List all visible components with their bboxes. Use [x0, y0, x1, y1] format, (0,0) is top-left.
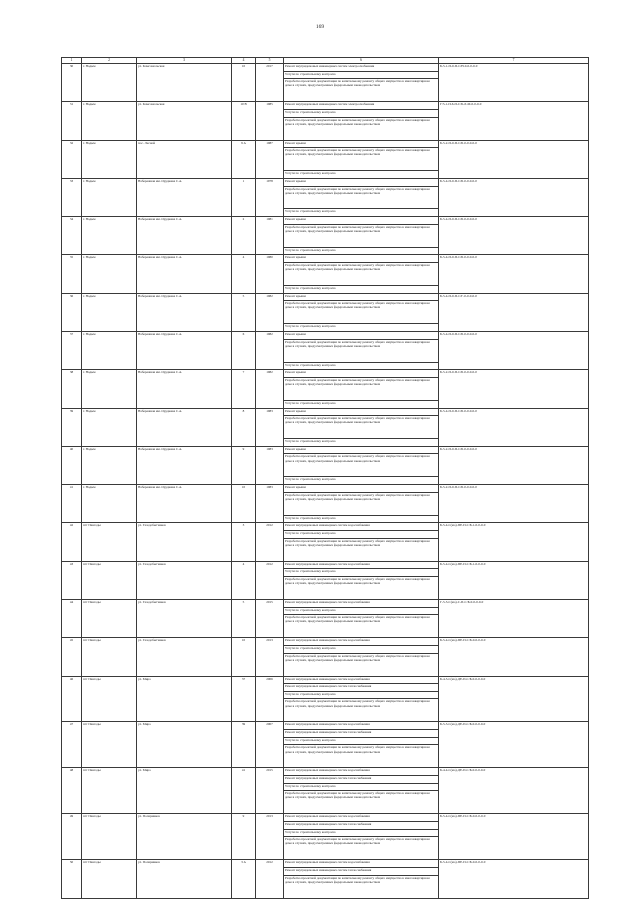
record-year: 2017 — [256, 64, 284, 102]
record-street: Набережная им. Оруджева С.А. — [137, 217, 232, 255]
record-work-item: Ремонт крыши — [284, 408, 439, 416]
record-settlement: пгт Пангоды — [82, 599, 137, 637]
record-work-item: Разработка проектной документации по капитальному ремонту общего имущества в многоквартирном доме в случаях, предусмотренных федеральным законодательством — [284, 263, 439, 286]
record-work-item: Ремонт крыши — [284, 255, 439, 263]
record-street: ул. Полярников — [137, 814, 232, 860]
column-number: 2 — [82, 58, 137, 64]
record-street: ул. Мира — [137, 722, 232, 768]
record-street: Набережная им. Оруджева С.А. — [137, 293, 232, 331]
record-code: Б-4-4-С(мо)-ДЕ-П-С/Б-0-0-0-0-0 — [439, 768, 589, 814]
record-work-item: Услуги по строительному контролю — [284, 362, 439, 370]
record-settlement: г. Надым — [82, 485, 137, 523]
record-work-item: Разработка проектной документации по капитальному ремонту общего имущества в многоквартирном доме в случаях, предусмотренных федеральным законодательством — [284, 837, 439, 860]
record-work-item: Ремонт внутридомовых инженерных систем водоснабжения — [284, 599, 439, 607]
record-work-item: Ремонт внутридомовых инженерных систем водоснабжения — [284, 814, 439, 822]
record-year: 2012 — [256, 523, 284, 561]
record-street: Набережная им. Оруджева С.А. — [137, 370, 232, 408]
record-settlement: г. Надым — [82, 140, 137, 178]
record-code: Б-5-3-С(мо)-ДЕ-П-С/Б-0-0-0-0-0 — [439, 722, 589, 768]
record-number: 40 — [62, 446, 82, 484]
record-settlement: г. Надым — [82, 64, 137, 102]
record-work-item: Разработка проектной документации по капитальному ремонту общего имущества в многоквартирном доме в случаях, предусмотренных федеральным законодательством — [284, 615, 439, 638]
column-number: 5 — [256, 58, 284, 64]
record-work-item: Разработка проектной документации по капитальному ремонту общего имущества в многоквартирном доме в случаях, предусмотренных федеральным законодательством — [284, 699, 439, 722]
record-year: 1980 — [256, 255, 284, 293]
record-work-item: Услуги по строительному контролю — [284, 531, 439, 539]
table-row — [62, 140, 589, 148]
record-work-item: Ремонт внутридомовых инженерных систем теплоснабжения — [284, 867, 439, 875]
record-number: 44 — [62, 599, 82, 637]
record-number: 37 — [62, 331, 82, 369]
record-number: 34 — [62, 217, 82, 255]
record-work-item: Ремонт крыши — [284, 140, 439, 148]
record-code: Б-4-3-С(мо)-ДЕ-П-С/Б-0-0-0-0-0 — [439, 676, 589, 722]
record-work-item: Ремонт крыши — [284, 217, 439, 225]
record-work-item: Разработка проектной документации по капитальному ремонту общего имущества в многоквартирном доме в случаях, предусмотренных федеральным законодательством — [284, 538, 439, 561]
record-building: 10 — [232, 64, 256, 102]
column-number: 1 — [62, 58, 82, 64]
record-number: 49 — [62, 814, 82, 860]
record-work-item: Ремонт внутридомовых инженерных систем водоснабжения — [284, 676, 439, 684]
record-street: Набережная им. Оруджева С.А. — [137, 408, 232, 446]
record-settlement: г. Надым — [82, 446, 137, 484]
record-building: 9 — [232, 446, 256, 484]
record-code: Г-5-3-С(мо)-С-П-С/Б-0-0-0-0-0 — [439, 599, 589, 637]
table-row — [62, 768, 589, 776]
record-year: 1982 — [256, 293, 284, 331]
table-row — [62, 523, 589, 531]
record-work-item: Услуги по строительному контролю — [284, 515, 439, 523]
record-code: Б-5-4-С(мо)-ПЕ-П-С/Б-0-0-0-0-0 — [439, 638, 589, 676]
record-number: 30 — [62, 64, 82, 102]
record-work-item: Разработка проектной документации по капитальному ремонту общего имущества в многоквартирном доме в случаях, предусмотренных федеральным законодательством — [284, 454, 439, 477]
record-building: 6 — [232, 331, 256, 369]
record-street: пос. Лесной — [137, 140, 232, 178]
record-work-item: Разработка проектной документации по капитальному ремонту общего имущества в многоквартирном доме в случаях, предусмотренных федеральным законодательством — [284, 186, 439, 209]
record-street: Набережная им. Оруджева С.А. — [137, 255, 232, 293]
record-year: 2012 — [256, 561, 284, 599]
record-work-item: Ремонт внутридомовых инженерных систем теплоснабжения — [284, 684, 439, 692]
record-code: Б-5-4-П-0-П-С/Г-0-0-0-0-0 — [439, 293, 589, 331]
record-building: 4 — [232, 255, 256, 293]
record-code: Б-5-4-С(мо)-ПЕ-П-С/Б-0-0-0-0-0 — [439, 860, 589, 898]
page-number: 169 — [315, 24, 325, 30]
table-row — [62, 860, 589, 868]
table-row — [62, 255, 589, 263]
table-row — [62, 485, 589, 493]
record-settlement: пгт Пангоды — [82, 814, 137, 860]
column-number: 4 — [232, 58, 256, 64]
record-settlement: пгт Пангоды — [82, 722, 137, 768]
record-work-item: Разработка проектной документации по капитальному ремонту общего имущества в многоквартирном доме в случаях, предусмотренных федеральным законодательством — [284, 492, 439, 515]
record-work-item: Ремонт крыши — [284, 370, 439, 378]
record-work-item: Услуги по строительному контролю — [284, 71, 439, 79]
record-work-item: Разработка проектной документации по капитальному ремонту общего имущества в многоквартирном доме в случаях, предусмотренных федеральным законодательством — [284, 653, 439, 676]
column-number: 7 — [439, 58, 589, 64]
record-code: Б-5-2-П-0-П-С/Б-0-0-0-0-0 — [439, 485, 589, 523]
record-settlement: г. Надым — [82, 217, 137, 255]
record-work-item: Разработка проектной документации по капитальному ремонту общего имущества в многоквартирном доме в случаях, предусмотренных федеральным законодательством — [284, 875, 439, 898]
record-number: 31 — [62, 102, 82, 140]
record-number: 32 — [62, 140, 82, 178]
table-row — [62, 102, 589, 110]
record-number: 36 — [62, 293, 82, 331]
record-street: ул. Газодобытчиков — [137, 523, 232, 561]
record-work-item: Ремонт крыши — [284, 178, 439, 186]
record-year: 2013 — [256, 638, 284, 676]
record-building: 10 — [232, 638, 256, 676]
record-building: 8 — [232, 408, 256, 446]
record-work-item: Услуги по строительному контролю — [284, 607, 439, 615]
record-number: 46 — [62, 676, 82, 722]
record-settlement: пгт Пангоды — [82, 638, 137, 676]
record-building: 5 — [232, 293, 256, 331]
record-work-item: Разработка проектной документации по капитальному ремонту общего имущества в многоквартирном доме в случаях, предусмотренных федеральным законодательством — [284, 416, 439, 439]
record-year: 2015 — [256, 768, 284, 814]
record-settlement: пгт Пангоды — [82, 768, 137, 814]
record-work-item: Услуги по строительному контролю — [284, 247, 439, 255]
record-street: ул. Комсомольская — [137, 64, 232, 102]
record-building: 37 — [232, 676, 256, 722]
record-code: Б-5-4-П-0-П-С/Б-0-0-0-0-0 — [439, 408, 589, 446]
record-year: 1981 — [256, 217, 284, 255]
record-work-item: Услуги по строительному контролю — [284, 171, 439, 179]
record-building: 1 — [232, 178, 256, 216]
record-work-item: Ремонт внутридомовых инженерных систем теплоснабжения — [284, 730, 439, 738]
record-settlement: г. Надым — [82, 255, 137, 293]
record-code: Б-5-2-П-0-П-С/Б-0-0-0-0-0 — [439, 370, 589, 408]
record-year: 1983 — [256, 408, 284, 446]
record-work-item: Услуги по строительному контролю — [284, 829, 439, 837]
record-work-item: Ремонт крыши — [284, 293, 439, 301]
record-settlement: пгт Пангоды — [82, 523, 137, 561]
record-street: ул. Мира — [137, 676, 232, 722]
record-building: 7 — [232, 370, 256, 408]
record-work-item: Разработка проектной документации по капитальному ремонту общего имущества в многоквартирном доме в случаях, предусмотренных федеральным законодательством — [284, 576, 439, 599]
record-building: 9 А — [232, 140, 256, 178]
record-work-item: Ремонт внутридомовых инженерных систем водоснабжения — [284, 638, 439, 646]
table-row — [62, 722, 589, 730]
record-year: 2007 — [256, 722, 284, 768]
record-work-item: Ремонт крыши — [284, 446, 439, 454]
record-number: 41 — [62, 485, 82, 523]
column-number: 3 — [137, 58, 232, 64]
record-code: Б-5-1-П-0-П-С/Н-0-0-0-0-0 — [439, 64, 589, 102]
record-building: 5 — [232, 599, 256, 637]
record-work-item: Услуги по строительному контролю — [284, 324, 439, 332]
record-code: Г/5-1-П-6-П-С/Б-Л-М-0-0-0-0 — [439, 102, 589, 140]
record-number: 38 — [62, 370, 82, 408]
record-work-item: Ремонт внутридомовых инженерных систем теплоснабжения — [284, 776, 439, 784]
record-street: ул. Полярников — [137, 860, 232, 898]
record-year: 1983 — [256, 446, 284, 484]
record-building: 3 — [232, 523, 256, 561]
record-settlement: пгт Пангоды — [82, 860, 137, 898]
record-settlement: г. Надым — [82, 102, 137, 140]
record-building: 10 — [232, 485, 256, 523]
record-code: Б-5-4-П-0-П-С/Б-0-0-0-0-0 — [439, 178, 589, 216]
record-year: 2012 — [256, 860, 284, 898]
record-street: ул. Газодобытчиков — [137, 561, 232, 599]
record-code: Б-5-4-П-0-П-С/Б-0-0-0-0-0 — [439, 255, 589, 293]
record-code: Б-5-2-П-0-П-С/Б-0-0-0-0-0 — [439, 140, 589, 178]
record-street: ул. Газодобытчиков — [137, 599, 232, 637]
record-work-item: Разработка проектной документации по капитальному ремонту общего имущества в многоквартирном доме в случаях, предусмотренных федеральным законодательством — [284, 791, 439, 814]
table-row — [62, 331, 589, 339]
record-settlement: г. Надым — [82, 293, 137, 331]
record-work-item: Услуги по строительному контролю — [284, 477, 439, 485]
record-work-item: Ремонт внутридомовых инженерных систем водоснабжения — [284, 561, 439, 569]
record-work-item: Услуги по строительному контролю — [284, 691, 439, 699]
record-number: 42 — [62, 523, 82, 561]
record-year: 1982 — [256, 331, 284, 369]
record-work-item: Разработка проектной документации по капитальному ремонту общего имущества в многоквартирном доме в случаях, предусмотренных федеральным законодательством — [284, 224, 439, 247]
record-building: 41 — [232, 768, 256, 814]
record-year: 1987 — [256, 140, 284, 178]
record-work-item: Услуги по строительному контролю — [284, 109, 439, 117]
record-work-item: Ремонт крыши — [284, 331, 439, 339]
table-row — [62, 561, 589, 569]
record-year: 1983 — [256, 485, 284, 523]
housing-register-table — [61, 57, 589, 899]
record-number: 33 — [62, 178, 82, 216]
record-work-item: Разработка проектной документации по капитальному ремонту общего имущества в многоквартирном доме в случаях, предусмотренных федеральным законодательством — [284, 377, 439, 400]
record-work-item: Ремонт крыши — [284, 485, 439, 493]
record-number: 48 — [62, 768, 82, 814]
record-number: 50 — [62, 860, 82, 898]
record-settlement: г. Надым — [82, 408, 137, 446]
table-row — [62, 408, 589, 416]
record-building: 10 В — [232, 102, 256, 140]
record-street: ул. Мира — [137, 768, 232, 814]
table-row — [62, 638, 589, 646]
record-number: 47 — [62, 722, 82, 768]
record-work-item: Разработка проектной документации по капитальному ремонту общего имущества в многоквартирном доме в случаях, предусмотренных федеральным законодательством — [284, 79, 439, 102]
table-row — [62, 64, 589, 72]
record-work-item: Ремонт внутридомовых инженерных систем водоснабжения — [284, 722, 439, 730]
record-work-item: Услуги по строительному контролю — [284, 783, 439, 791]
record-work-item: Разработка проектной документации по капитальному ремонту общего имущества в многоквартирном доме в случаях, предусмотренных федеральным законодательством — [284, 117, 439, 140]
record-work-item: Услуги по строительному контролю — [284, 737, 439, 745]
record-work-item: Ремонт внутридомовых инженерных систем электроснабжения — [284, 64, 439, 72]
record-year: 2013 — [256, 814, 284, 860]
table-body — [62, 58, 589, 899]
record-code: Б-5-4-С(мо)-ПЕ-П-С/Б-1-0-0-0-0 — [439, 523, 589, 561]
record-number: 39 — [62, 408, 82, 446]
record-street: ул. Газодобытчиков — [137, 638, 232, 676]
record-work-item: Разработка проектной документации по капитальному ремонту общего имущества в многоквартирном доме в случаях, предусмотренных федеральным законодательством — [284, 339, 439, 362]
record-work-item: Услуги по строительному контролю — [284, 286, 439, 294]
table-row — [62, 446, 589, 454]
record-street: Набережная им. Оруджева С.А. — [137, 178, 232, 216]
table-row — [62, 676, 589, 684]
record-settlement: г. Надым — [82, 178, 137, 216]
table-row — [62, 814, 589, 822]
record-code: Б-5-4-П-0-П-С/Б-0-0-0-0-0 — [439, 217, 589, 255]
record-code: Б-5-4-С(мо)-ПЕ-П-С/Б-0-0-0-0-0 — [439, 814, 589, 860]
table-row — [62, 370, 589, 378]
record-work-item: Ремонт внутридомовых инженерных систем теплоснабжения — [284, 821, 439, 829]
record-building: 3 А — [232, 860, 256, 898]
record-number: 43 — [62, 561, 82, 599]
table-row — [62, 178, 589, 186]
record-work-item: Услуги по строительному контролю — [284, 569, 439, 577]
record-settlement: г. Надым — [82, 331, 137, 369]
table-row — [62, 293, 589, 301]
record-code: Б-5-2-П-0-П-С/Б-0-0-0-0-0 — [439, 446, 589, 484]
record-year: 2015 — [256, 599, 284, 637]
record-street: Набережная им. Оруджева С.А. — [137, 446, 232, 484]
record-work-item: Услуги по строительному контролю — [284, 645, 439, 653]
record-building: 2 — [232, 217, 256, 255]
record-work-item: Разработка проектной документации по капитальному ремонту общего имущества в многоквартирном доме в случаях, предусмотренных федеральным законодательством — [284, 745, 439, 768]
record-street: ул. Комсомольская — [137, 102, 232, 140]
record-work-item: Ремонт внутридомовых инженерных систем электроснабжения — [284, 102, 439, 110]
record-work-item: Ремонт внутридомовых инженерных систем водоснабжения — [284, 523, 439, 531]
record-year: 1978 — [256, 178, 284, 216]
record-number: 45 — [62, 638, 82, 676]
record-street: Набережная им. Оруджева С.А. — [137, 485, 232, 523]
record-code: Б-5-4-П-0-П-С/Б-0-0-0-0-0 — [439, 331, 589, 369]
record-building: 39 — [232, 722, 256, 768]
record-settlement: г. Надым — [82, 370, 137, 408]
record-work-item: Услуги по строительному контролю — [284, 439, 439, 447]
record-work-item: Услуги по строительному контролю — [284, 209, 439, 217]
record-code: Б-5-4-С(мо)-ПЕ-П-С/Б-1-0-0-0-0 — [439, 561, 589, 599]
record-work-item: Ремонт внутридомовых инженерных систем водоснабжения — [284, 768, 439, 776]
table-row — [62, 599, 589, 607]
record-building: 9 — [232, 814, 256, 860]
record-street: Набережная им. Оруджева С.А. — [137, 331, 232, 369]
record-building: 4 — [232, 561, 256, 599]
record-work-item: Ремонт внутридомовых инженерных систем водоснабжения — [284, 860, 439, 868]
record-settlement: пгт Пангоды — [82, 561, 137, 599]
record-work-item: Услуги по строительному контролю — [284, 400, 439, 408]
record-work-item: Разработка проектной документации по капитальному ремонту общего имущества в многоквартирном доме в случаях, предусмотренных федеральным законодательством — [284, 148, 439, 171]
record-settlement: пгт Пангоды — [82, 676, 137, 722]
table-row — [62, 217, 589, 225]
record-work-item: Разработка проектной документации по капитальному ремонту общего имущества в многоквартирном доме в случаях, предусмотренных федеральным законодательством — [284, 301, 439, 324]
column-number: 6 — [284, 58, 439, 64]
record-year: 1982 — [256, 370, 284, 408]
record-year: 2006 — [256, 676, 284, 722]
record-number: 35 — [62, 255, 82, 293]
record-year: 1985 — [256, 102, 284, 140]
